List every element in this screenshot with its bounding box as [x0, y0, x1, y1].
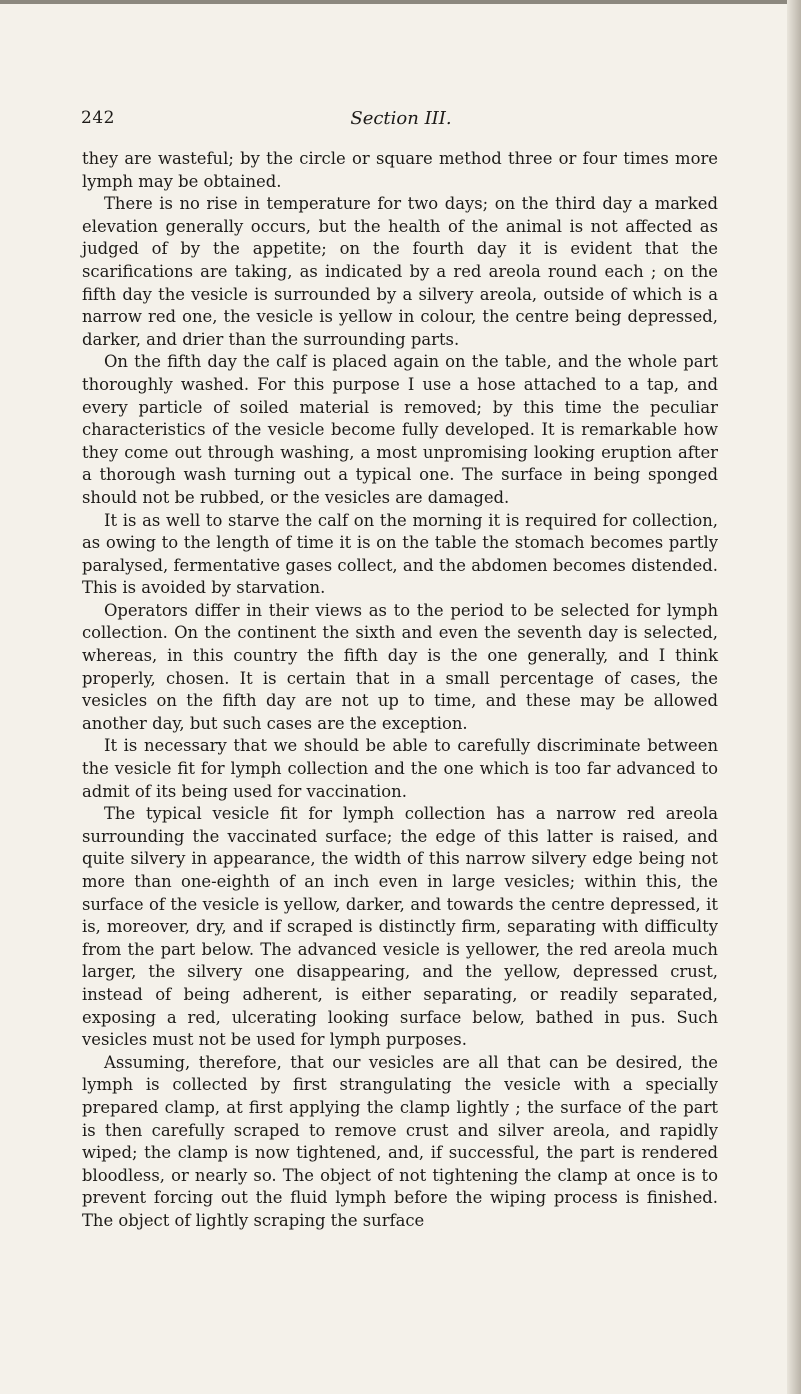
paragraph: The typical vesicle fit for lymph collection has a narrow red areola surrounding the vaccinated surface; the edge of this latter is raised, and quite silvery in appearance, the width of this narrow silvery edge being not more than one-eighth of an inch even in large vesicles; within this, the surface of the vesicle is yellow, darker, and towards the centre depressed, it is, moreover, dry, and if scraped is distinctly firm, separating with difficulty from the part below. The advanced vesicle is yellower, the red areola much larger, the silvery one disappearing, and the yellow, depressed crust, instead of being adherent, is either separating, or readily separated, exposing a red, ulcerating looking surface below, bathed in pus. Such vesicles must not be used for lymph purposes. — [82, 804, 718, 1050]
page-number: 242 — [81, 108, 115, 128]
paragraph: Assuming, therefore, that our vesicles are all that can be desired, the lymph is collected by first strangulating the vesicle with a specially prepared clamp, at first applying the clamp lightly ; the surface of the part is then carefully scraped to remove crust and silver areola, and rapidly wiped; the clamp is now tightened, and, if successful, the part is rendered bloodless, or nearly so. The object of not tightening the clamp at once is to prevent forcing out the fluid lymph before the wiping process is finished. The object of lightly scraping the surface — [82, 1052, 718, 1230]
paragraph: Operators differ in their views as to the period to be selected for lymph collection. On the continent the sixth and even the seventh day is selected, whereas, in this country the fifth day is the one generally, and I think properly, chosen. It is certain that in a small percentage of cases, the vesicles on the fifth day are not up to time, and these may be allowed another day, but such cases are the exception. — [82, 600, 718, 733]
paragraph: It is necessary that we should be able to carefully discriminate between the vesicle fit for lymph collection and the one which is too far advanced to admit of its being used for vaccination. — [82, 736, 718, 801]
body-text — [82, 148, 718, 1233]
paragraph: On the fifth day the calf is placed again on the table, and the whole part thoroughly washed. For this purpose I use a hose attached to a tap, and every particle of soiled material is removed; by this time the peculiar characteristics of the vesicle become fully developed. It is remarkable how they come out through washing, a most unpromising looking eruption after a thorough wash turning out a typical one. The surface in being sponged should not be rubbed, or the vesicles are damaged. — [82, 352, 718, 507]
page-header — [81, 108, 713, 134]
page-right-edge — [787, 0, 801, 1394]
paragraph: There is no rise in temperature for two days; on the third day a marked elevation generally occurs, but the health of the animal is not affected as judged of by the appetite; on the fourth day it is evident that the scarifications are taking, as indicated by a red areola round each ; on the fifth day the vesicle is surrounded by a silvery areola, outside of which is a narrow red one, the vesicle is yellow in colour, the centre being depressed, darker, and drier than the surrounding parts. — [82, 194, 718, 349]
paragraph: they are wasteful; by the circle or square method three or four times more lymph may be obtained. — [82, 149, 718, 191]
running-head: Section III. — [350, 108, 452, 129]
paragraph: It is as well to starve the calf on the morning it is required for collection, as owing to the length of time it is on the table the stomach becomes partly paralysed, fermentative gases collect, and the abdomen becomes distended. This is avoided by starvation. — [82, 510, 718, 598]
page-top-edge — [0, 0, 801, 4]
